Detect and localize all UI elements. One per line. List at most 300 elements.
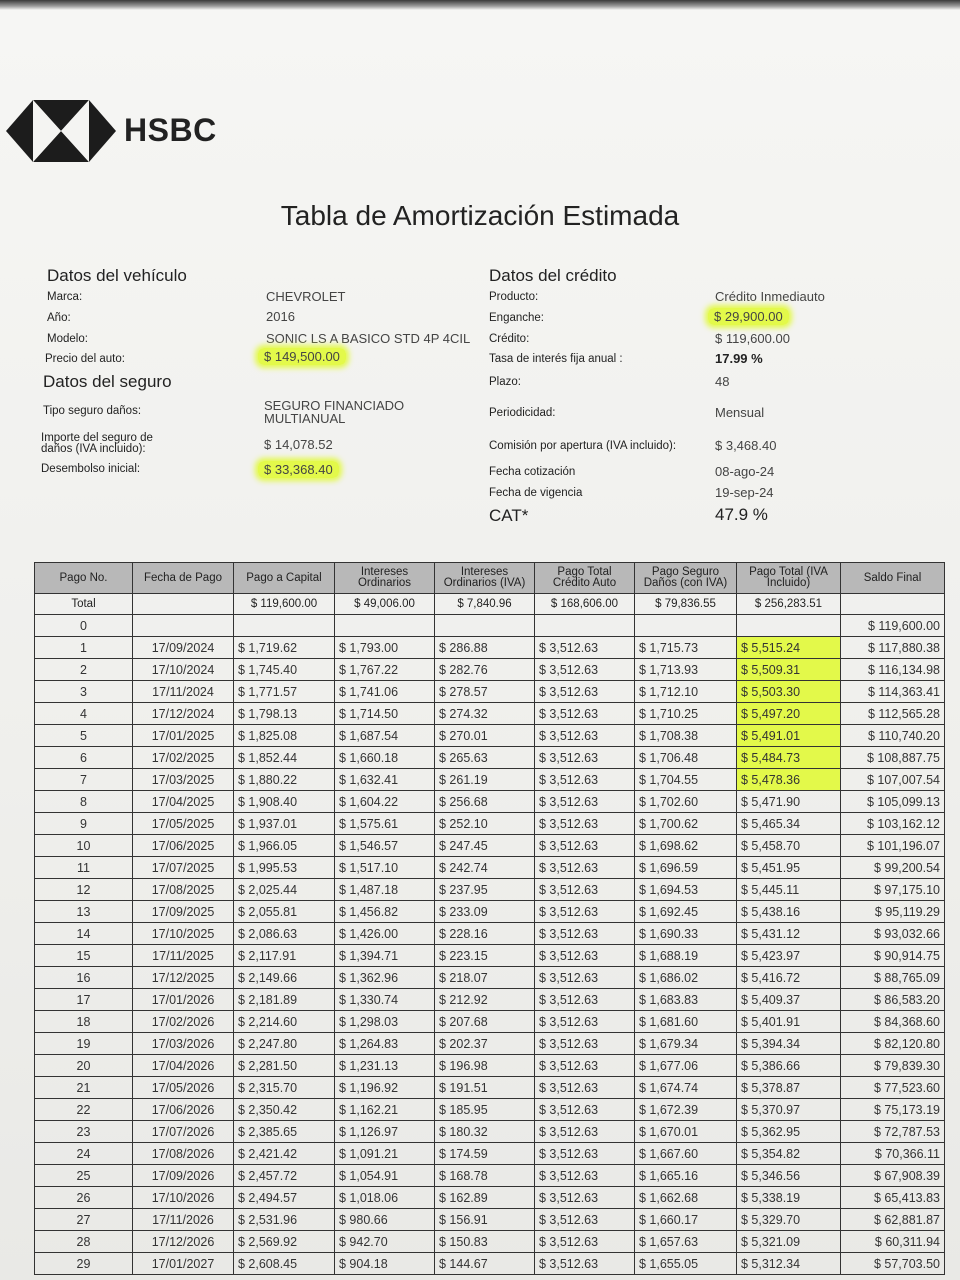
cell-pago-capital: $ 1,880.22 (234, 769, 335, 791)
fecha-vigencia-label: Fecha de vigencia (489, 487, 583, 499)
cell-saldo-final: $ 67,908.39 (841, 1165, 945, 1187)
cat-label: CAT* (489, 506, 529, 525)
cell-fecha-pago: 17/10/2024 (133, 659, 234, 681)
producto-label: Producto: (489, 291, 539, 303)
page-title: Tabla de Amortización Estimada (280, 200, 680, 231)
table-row (35, 923, 945, 945)
cell-pago-capital: $ 2,117.91 (234, 945, 335, 967)
credito-label: Crédito: (489, 333, 530, 345)
cell-pago-no: 4 (35, 703, 133, 725)
cell-pago-seguro: $ 1,665.16 (635, 1165, 737, 1187)
cell-pago-seguro: $ 1,667.60 (635, 1143, 737, 1165)
cell-pago-seguro: $ 1,683.83 (635, 989, 737, 1011)
precio-label: Precio del auto: (45, 353, 125, 365)
cell-intereses-iva: $ 196.98 (435, 1055, 535, 1077)
cell-saldo-final: $ 72,787.53 (841, 1121, 945, 1143)
cell-pago-seguro: $ 1,708.38 (635, 725, 737, 747)
cell-pago-total-credito: $ 3,512.63 (535, 681, 635, 703)
cell-pago-no: 26 (35, 1187, 133, 1209)
cell-fecha-pago: 17/09/2024 (133, 637, 234, 659)
total-saldo-final (841, 594, 945, 615)
comision-value: $ 3,468.40 (715, 438, 777, 453)
cell-pago-seguro: $ 1,706.48 (635, 747, 737, 769)
totals-row (35, 594, 945, 615)
cell-pago-total-iva: $ 5,445.11 (737, 879, 841, 901)
cell-fecha-pago: 17/01/2027 (133, 1253, 234, 1275)
cell-pago-capital: $ 2,421.42 (234, 1143, 335, 1165)
cell-intereses-ordinarios: $ 1,091.21 (335, 1143, 435, 1165)
cell-intereses-ordinarios: $ 904.18 (335, 1253, 435, 1275)
cell-pago-total-iva: $ 5,386.66 (737, 1055, 841, 1077)
table-row (35, 813, 945, 835)
cell-intereses-ordinarios: $ 1,487.18 (335, 879, 435, 901)
cell-fecha-pago: 17/07/2025 (133, 857, 234, 879)
table-row (35, 659, 945, 681)
cell-fecha-pago: 17/04/2025 (133, 791, 234, 813)
cell-pago-total-iva: $ 5,354.82 (737, 1143, 841, 1165)
cell-fecha-pago: 17/12/2025 (133, 967, 234, 989)
cell-pago-total-credito: $ 3,512.63 (535, 1011, 635, 1033)
cell-fecha-pago: 17/02/2026 (133, 1011, 234, 1033)
cell-pago-capital: $ 1,852.44 (234, 747, 335, 769)
cell-intereses-iva: $ 286.88 (435, 637, 535, 659)
cell-pago-total-iva: $ 5,338.19 (737, 1187, 841, 1209)
cell-intereses-iva: $ 168.78 (435, 1165, 535, 1187)
cell-pago-seguro: $ 1,715.73 (635, 637, 737, 659)
cell-pago-total-iva: $ 5,458.70 (737, 835, 841, 857)
cell-pago-seguro: $ 1,686.02 (635, 967, 737, 989)
cell-pago-total-iva: $ 5,362.95 (737, 1121, 841, 1143)
cell-intereses-ordinarios: $ 1,054.91 (335, 1165, 435, 1187)
cell-intereses-iva: $ 274.32 (435, 703, 535, 725)
total-pago-total-credito: $ 168,606.00 (535, 594, 635, 615)
table-row (35, 901, 945, 923)
cell-pago-total-credito: $ 3,512.63 (535, 725, 635, 747)
periodicidad-value: Mensual (715, 405, 765, 420)
cell-pago-capital: $ 2,315.70 (234, 1077, 335, 1099)
cell-saldo-final: $ 86,583.20 (841, 989, 945, 1011)
cell-fecha-pago: 17/08/2026 (133, 1143, 234, 1165)
cell-saldo-final: $ 88,765.09 (841, 967, 945, 989)
cell-fecha-pago: 17/06/2026 (133, 1099, 234, 1121)
cell-pago-total-credito: $ 3,512.63 (535, 637, 635, 659)
cell-pago-total-credito: $ 3,512.63 (535, 1187, 635, 1209)
cell-fecha-pago: 17/08/2025 (133, 879, 234, 901)
cell-saldo-final: $ 60,311.94 (841, 1231, 945, 1253)
cell-pago-total-credito: $ 3,512.63 (535, 1143, 635, 1165)
cell-pago-seguro: $ 1,662.68 (635, 1187, 737, 1209)
cell-intereses-ordinarios: $ 1,162.21 (335, 1099, 435, 1121)
cell-fecha-pago: 17/01/2026 (133, 989, 234, 1011)
cell-saldo-final: $ 77,523.60 (841, 1077, 945, 1099)
cell-pago-seguro: $ 1,657.63 (635, 1231, 737, 1253)
cell-saldo-final: $ 65,413.83 (841, 1187, 945, 1209)
cell-pago-total-iva: $ 5,515.24 (737, 637, 841, 659)
cell-pago-no: 3 (35, 681, 133, 703)
cell-pago-total-iva: $ 5,416.72 (737, 967, 841, 989)
cell-pago-capital: $ 1,825.08 (234, 725, 335, 747)
cell-pago-no: 27 (35, 1209, 133, 1231)
cell-intereses-ordinarios: $ 1,517.10 (335, 857, 435, 879)
total-fecha-pago (133, 594, 234, 615)
table-row (35, 1209, 945, 1231)
cell-pago-total-iva: $ 5,451.95 (737, 857, 841, 879)
desembolso-value: $ 33,368.40 (258, 461, 339, 478)
cell-pago-total-credito: $ 3,512.63 (535, 747, 635, 769)
cell-fecha-pago: 17/05/2026 (133, 1077, 234, 1099)
cell-pago-capital: $ 1,719.62 (234, 637, 335, 659)
table-row (35, 879, 945, 901)
modelo-label: Modelo: (47, 333, 88, 345)
cell-saldo-final: $ 112,565.28 (841, 703, 945, 725)
cell-intereses-iva: $ 212.92 (435, 989, 535, 1011)
table-row (35, 967, 945, 989)
tipo-seguro-value-line2: MULTIANUAL (264, 411, 346, 426)
cell-saldo-final: $ 84,368.60 (841, 1011, 945, 1033)
table-row (35, 1231, 945, 1253)
cell-pago-total-iva: $ 5,321.09 (737, 1231, 841, 1253)
cell-pago-seguro: $ 1,700.62 (635, 813, 737, 835)
cell-pago-no: 23 (35, 1121, 133, 1143)
cell-intereses-iva: $ 202.37 (435, 1033, 535, 1055)
cell-saldo-final: $ 105,099.13 (841, 791, 945, 813)
cell-saldo-final: $ 62,881.87 (841, 1209, 945, 1231)
fecha-cotizacion-value: 08-ago-24 (715, 464, 775, 479)
cell-pago-total-iva: $ 5,509.31 (737, 659, 841, 681)
cell-saldo-final: $ 110,740.20 (841, 725, 945, 747)
cell-pago-seguro: $ 1,655.05 (635, 1253, 737, 1275)
cell-pago-no: 11 (35, 857, 133, 879)
table-row (35, 1253, 945, 1275)
cell-intereses-iva: $ 237.95 (435, 879, 535, 901)
cell-saldo-final: $ 103,162.12 (841, 813, 945, 835)
cell-pago-no: 1 (35, 637, 133, 659)
cell-fecha-pago: 17/09/2025 (133, 901, 234, 923)
cell-pago-total-credito: $ 3,512.63 (535, 879, 635, 901)
cell-saldo-final: $ 57,703.50 (841, 1253, 945, 1275)
table-row (35, 1055, 945, 1077)
cell-pago-seguro: $ 1,698.62 (635, 835, 737, 857)
cell-intereses-iva: $ 150.83 (435, 1231, 535, 1253)
precio-value: $ 149,500.00 (258, 348, 346, 365)
cell-pago-total-credito: $ 3,512.63 (535, 967, 635, 989)
cell-pago-no: 15 (35, 945, 133, 967)
total-intereses-iva: $ 7,840.96 (435, 594, 535, 615)
cell-fecha-pago: 17/03/2026 (133, 1033, 234, 1055)
cell-intereses-iva: $ 180.32 (435, 1121, 535, 1143)
vehicle-section-title: Datos del vehículo (47, 266, 187, 285)
cell-pago-seguro: $ 1,713.93 (635, 659, 737, 681)
cell-intereses-ordinarios: $ 1,018.06 (335, 1187, 435, 1209)
cell-intereses-iva: $ 270.01 (435, 725, 535, 747)
cell-pago-no: 6 (35, 747, 133, 769)
cell-pago-no: 0 (35, 615, 133, 637)
table-row (35, 1099, 945, 1121)
cell-saldo-final: $ 108,887.75 (841, 747, 945, 769)
table-row (35, 857, 945, 879)
total-pago-total-iva: $ 256,283.51 (737, 594, 841, 615)
cell-intereses-ordinarios: $ 1,426.00 (335, 923, 435, 945)
top-edge-shadow (0, 0, 960, 10)
cell-pago-total-iva: $ 5,484.73 (737, 747, 841, 769)
cell-pago-capital: $ 1,771.57 (234, 681, 335, 703)
table-row (35, 1187, 945, 1209)
cell-fecha-pago: 17/04/2026 (133, 1055, 234, 1077)
cell-intereses-iva: $ 207.68 (435, 1011, 535, 1033)
cell-pago-total-credito: $ 3,512.63 (535, 1099, 635, 1121)
cell-pago-capital: $ 2,181.89 (234, 989, 335, 1011)
cell-pago-total-iva: $ 5,378.87 (737, 1077, 841, 1099)
table-row (35, 703, 945, 725)
enganche-label: Enganche: (489, 312, 544, 324)
cell-intereses-ordinarios: $ 1,632.41 (335, 769, 435, 791)
cell-intereses-iva: $ 256.68 (435, 791, 535, 813)
cell-pago-no: 19 (35, 1033, 133, 1055)
cell-pago-capital: $ 2,214.60 (234, 1011, 335, 1033)
header-pago-no: Pago No. (35, 563, 133, 594)
cell-intereses-iva: $ 174.59 (435, 1143, 535, 1165)
insurance-section-title: Datos del seguro (43, 372, 172, 391)
cell-pago-total-iva: $ 5,409.37 (737, 989, 841, 1011)
table-row (35, 1077, 945, 1099)
cell-intereses-iva: $ 252.10 (435, 813, 535, 835)
cell-fecha-pago: 17/07/2026 (133, 1121, 234, 1143)
cell-pago-total-credito: $ 3,512.63 (535, 703, 635, 725)
cell-intereses-iva: $ 162.89 (435, 1187, 535, 1209)
credito-value: $ 119,600.00 (715, 331, 790, 346)
cell-pago-total-credito: $ 3,512.63 (535, 835, 635, 857)
table-row (35, 769, 945, 791)
cell-intereses-ordinarios: $ 1,687.54 (335, 725, 435, 747)
header-intereses-ordinarios: Intereses Ordinarios (335, 563, 435, 594)
cell-pago-no: 5 (35, 725, 133, 747)
cell-pago-seguro: $ 1,712.10 (635, 681, 737, 703)
cell-intereses-ordinarios: $ 1,394.71 (335, 945, 435, 967)
cell-intereses-ordinarios: $ 1,298.03 (335, 1011, 435, 1033)
cell-pago-no: 17 (35, 989, 133, 1011)
cell-saldo-final: $ 93,032.66 (841, 923, 945, 945)
cell-intereses-ordinarios: $ 1,660.18 (335, 747, 435, 769)
cell-pago-capital: $ 2,247.80 (234, 1033, 335, 1055)
cell-pago-total-iva: $ 5,471.90 (737, 791, 841, 813)
cell-pago-seguro: $ 1,694.53 (635, 879, 737, 901)
cell-pago-seguro: $ 1,696.59 (635, 857, 737, 879)
cell-pago-seguro: $ 1,702.60 (635, 791, 737, 813)
cell-pago-capital: $ 2,385.65 (234, 1121, 335, 1143)
cell-pago-total-credito: $ 3,512.63 (535, 791, 635, 813)
cell-fecha-pago: 17/11/2025 (133, 945, 234, 967)
cell-intereses-iva: $ 278.57 (435, 681, 535, 703)
cell-intereses-ordinarios (335, 615, 435, 637)
header-pago-capital: Pago a Capital (234, 563, 335, 594)
cell-pago-total-iva: $ 5,438.16 (737, 901, 841, 923)
cell-intereses-ordinarios: $ 1,741.06 (335, 681, 435, 703)
cell-intereses-iva: $ 191.51 (435, 1077, 535, 1099)
comision-label: Comisión por apertura (IVA incluido): (489, 440, 677, 452)
cell-intereses-iva: $ 156.91 (435, 1209, 535, 1231)
cell-pago-capital: $ 1,937.01 (234, 813, 335, 835)
cell-fecha-pago: 17/12/2024 (133, 703, 234, 725)
cell-pago-no: 29 (35, 1253, 133, 1275)
cell-pago-total-credito: $ 3,512.63 (535, 923, 635, 945)
table-row (35, 791, 945, 813)
cell-fecha-pago (133, 615, 234, 637)
cell-pago-total-credito: $ 3,512.63 (535, 769, 635, 791)
cell-saldo-final: $ 116,134.98 (841, 659, 945, 681)
modelo-value: SONIC LS A BASICO STD 4P 4CIL (266, 331, 471, 346)
table-row (35, 1121, 945, 1143)
cell-pago-total-iva: $ 5,346.56 (737, 1165, 841, 1187)
cell-pago-total-iva: $ 5,312.34 (737, 1253, 841, 1275)
plazo-label: Plazo: (489, 376, 521, 388)
desembolso-label: Desembolso inicial: (41, 463, 141, 475)
cell-intereses-iva: $ 228.16 (435, 923, 535, 945)
hexagon-logo-icon (6, 100, 116, 162)
cell-pago-total-credito: $ 3,512.63 (535, 1253, 635, 1275)
cell-pago-no: 9 (35, 813, 133, 835)
brand-name: HSBC (124, 112, 217, 148)
table-body (35, 594, 945, 1275)
cell-fecha-pago: 17/03/2025 (133, 769, 234, 791)
cell-pago-total-iva: $ 5,370.97 (737, 1099, 841, 1121)
anio-label: Año: (47, 312, 71, 324)
cell-pago-seguro: $ 1,692.45 (635, 901, 737, 923)
cell-pago-total-iva: $ 5,401.91 (737, 1011, 841, 1033)
cell-pago-no: 14 (35, 923, 133, 945)
cell-pago-no: 12 (35, 879, 133, 901)
table-row (35, 1143, 945, 1165)
cell-fecha-pago: 17/02/2025 (133, 747, 234, 769)
cell-intereses-iva (435, 615, 535, 637)
cell-fecha-pago: 17/05/2025 (133, 813, 234, 835)
cell-pago-capital: $ 2,086.63 (234, 923, 335, 945)
table-header (35, 563, 945, 594)
cell-intereses-ordinarios: $ 1,714.50 (335, 703, 435, 725)
cell-pago-seguro: $ 1,660.17 (635, 1209, 737, 1231)
cell-pago-capital: $ 1,745.40 (234, 659, 335, 681)
cell-intereses-ordinarios: $ 1,793.00 (335, 637, 435, 659)
cell-pago-total-iva (737, 615, 841, 637)
cell-saldo-final: $ 95,119.29 (841, 901, 945, 923)
tasa-label: Tasa de interés fija anual : (489, 353, 623, 365)
table-row (35, 835, 945, 857)
cell-pago-total-credito: $ 3,512.63 (535, 857, 635, 879)
cell-intereses-iva: $ 261.19 (435, 769, 535, 791)
header-pago-total-iva: Pago Total (IVA Incluido) (737, 563, 841, 594)
periodicidad-label: Periodicidad: (489, 407, 556, 419)
cell-pago-total-iva: $ 5,491.01 (737, 725, 841, 747)
cell-pago-capital: $ 1,908.40 (234, 791, 335, 813)
cell-pago-capital: $ 2,457.72 (234, 1165, 335, 1187)
cell-fecha-pago: 17/12/2026 (133, 1231, 234, 1253)
cell-pago-no: 8 (35, 791, 133, 813)
cell-pago-total-iva: $ 5,431.12 (737, 923, 841, 945)
cell-saldo-final: $ 99,200.54 (841, 857, 945, 879)
cell-pago-total-credito: $ 3,512.63 (535, 901, 635, 923)
cell-pago-total-credito: $ 3,512.63 (535, 659, 635, 681)
cell-pago-total-credito: $ 3,512.63 (535, 1231, 635, 1253)
header-fecha-pago: Fecha de Pago (133, 563, 234, 594)
cell-fecha-pago: 17/11/2026 (133, 1209, 234, 1231)
cell-intereses-iva: $ 218.07 (435, 967, 535, 989)
cell-pago-seguro: $ 1,688.19 (635, 945, 737, 967)
cell-pago-total-credito: $ 3,512.63 (535, 1055, 635, 1077)
marca-value: CHEVROLET (266, 289, 346, 304)
header-intereses-iva: Intereses Ordinarios (IVA) (435, 563, 535, 594)
importe-label-line2: daños (IVA incluido): (41, 443, 146, 455)
cell-pago-no: 10 (35, 835, 133, 857)
cell-intereses-ordinarios: $ 1,604.22 (335, 791, 435, 813)
cell-intereses-iva: $ 282.76 (435, 659, 535, 681)
cell-fecha-pago: 17/09/2026 (133, 1165, 234, 1187)
credit-section-title: Datos del crédito (489, 266, 617, 285)
cell-pago-no: 7 (35, 769, 133, 791)
cell-intereses-iva: $ 265.63 (435, 747, 535, 769)
cell-saldo-final: $ 79,839.30 (841, 1055, 945, 1077)
table-row (35, 1033, 945, 1055)
table-row (35, 945, 945, 967)
cell-intereses-ordinarios: $ 980.66 (335, 1209, 435, 1231)
cell-pago-no: 25 (35, 1165, 133, 1187)
cell-intereses-ordinarios: $ 1,546.57 (335, 835, 435, 857)
header-pago-seguro: Pago Seguro Daños (con IVA) (635, 563, 737, 594)
table-row (35, 615, 945, 637)
cell-fecha-pago: 17/10/2026 (133, 1187, 234, 1209)
cell-pago-seguro (635, 615, 737, 637)
cell-intereses-iva: $ 242.74 (435, 857, 535, 879)
total-pago-no: Total (35, 594, 133, 615)
cell-pago-seguro: $ 1,704.55 (635, 769, 737, 791)
amortization-table (34, 562, 945, 1275)
table-row (35, 637, 945, 659)
cell-pago-seguro: $ 1,679.34 (635, 1033, 737, 1055)
cell-pago-total-iva: $ 5,497.20 (737, 703, 841, 725)
cell-pago-capital: $ 2,350.42 (234, 1099, 335, 1121)
cell-saldo-final: $ 101,196.07 (841, 835, 945, 857)
cell-pago-capital: $ 2,569.92 (234, 1231, 335, 1253)
cell-intereses-ordinarios: $ 1,126.97 (335, 1121, 435, 1143)
tasa-value: 17.99 % (715, 351, 763, 366)
cell-pago-seguro: $ 1,690.33 (635, 923, 737, 945)
cell-pago-total-iva: $ 5,394.34 (737, 1033, 841, 1055)
table-row (35, 1165, 945, 1187)
cell-intereses-ordinarios: $ 1,362.96 (335, 967, 435, 989)
cell-pago-capital: $ 2,025.44 (234, 879, 335, 901)
cell-pago-total-credito: $ 3,512.63 (535, 1077, 635, 1099)
table-row (35, 989, 945, 1011)
producto-value: Crédito Inmediauto (715, 289, 825, 304)
cell-pago-total-credito: $ 3,512.63 (535, 1209, 635, 1231)
cell-saldo-final: $ 114,363.41 (841, 681, 945, 703)
cell-pago-capital (234, 615, 335, 637)
cell-saldo-final: $ 117,880.38 (841, 637, 945, 659)
cell-intereses-ordinarios: $ 1,196.92 (335, 1077, 435, 1099)
anio-value: 2016 (266, 309, 295, 324)
cell-intereses-ordinarios: $ 942.70 (335, 1231, 435, 1253)
cell-pago-total-credito: $ 3,512.63 (535, 1165, 635, 1187)
table-row (35, 725, 945, 747)
fecha-vigencia-value: 19-sep-24 (715, 485, 774, 500)
cell-pago-total-credito: $ 3,512.63 (535, 945, 635, 967)
fecha-cotizacion-label: Fecha cotización (489, 466, 576, 478)
marca-label: Marca: (47, 291, 83, 303)
cell-pago-seguro: $ 1,681.60 (635, 1011, 737, 1033)
cell-pago-no: 24 (35, 1143, 133, 1165)
cell-pago-capital: $ 2,608.45 (234, 1253, 335, 1275)
cell-pago-total-iva: $ 5,423.97 (737, 945, 841, 967)
cell-pago-total-iva: $ 5,503.30 (737, 681, 841, 703)
total-pago-seguro: $ 79,836.55 (635, 594, 737, 615)
